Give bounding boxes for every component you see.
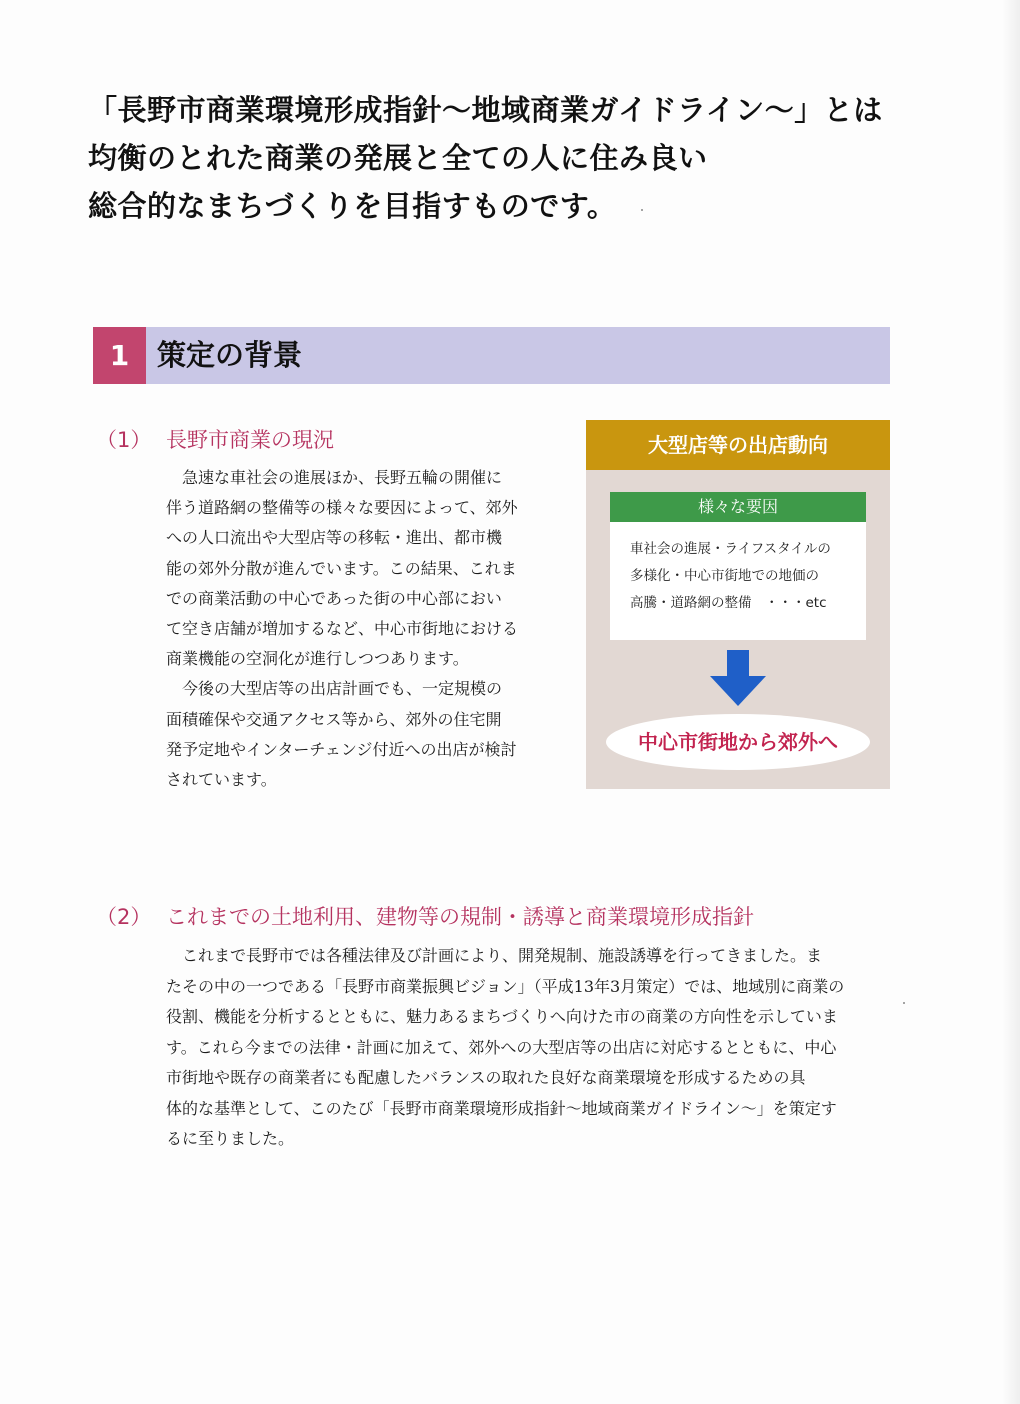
paragraph-line: て空き店舗が増加するなど、中心市街地における — [166, 619, 519, 639]
factor-line: 車社会の進展・ライフスタイルの — [630, 541, 831, 557]
subsection-heading-2 — [96, 901, 856, 929]
page-headline — [88, 86, 948, 230]
factor-line: 高騰・道路網の整備 ・・・etc — [630, 595, 827, 611]
headline-line-1: 「長野市商業環境形成指針～地域商業ガイドライン～」とは — [88, 93, 883, 127]
down-arrow-icon — [710, 650, 766, 706]
subsection-number: （1） — [96, 428, 152, 452]
paragraph-line: す。これら今までの法律・計画に加えて、郊外への大型店等の出店に対応するとともに、中心 — [166, 1037, 837, 1057]
factor-title: 様々な要因 — [610, 492, 866, 522]
headline-line-3: 総合的なまちづくりを目指すものです。 — [88, 189, 617, 223]
paragraph-line: 発予定地やインターチェンジ付近への出店が検討 — [166, 739, 517, 759]
scan-speck — [903, 1002, 905, 1004]
section-number: 1 — [93, 327, 146, 384]
headline-line-2: 均衡のとれた商業の発展と全ての人に住み良い — [88, 141, 708, 175]
section-header — [93, 327, 890, 384]
paragraph-line: これまで長野市では各種法律及び計画により、開発規制、施設誘導を行ってきました。ま — [182, 946, 823, 965]
paragraph-line: 役割、機能を分析するとともに、魅力あるまちづくりへ向けた市の商業の方向性を示していま — [166, 1007, 838, 1026]
paragraph-line: への人口流出や大型店等の移転・進出、都市機 — [166, 528, 503, 548]
paragraph-line: 体的な基準として、このたび「長野市商業環境形成指針～地域商業ガイドライン～」を策定す — [166, 1098, 837, 1118]
subsection-heading-1 — [96, 424, 516, 452]
store-trend-infobox — [586, 420, 890, 789]
scan-speck — [641, 209, 643, 211]
paragraph-line: での商業活動の中心であった街の中心部におい — [166, 588, 502, 608]
subsection-1-body — [166, 463, 556, 795]
factor-list — [630, 536, 860, 617]
factor-box — [610, 492, 866, 640]
paragraph-line: たその中の一つである「長野市商業振興ビジョン」（平成13年3月策定）では、地域別に商業の — [166, 976, 845, 996]
paragraph-line: るに至りました。 — [166, 1129, 295, 1148]
paragraph-line: 能の郊外分散が進んでいます。この結果、これま — [166, 558, 517, 578]
paragraph-line: 今後の大型店等の出店計画でも、一定規模の — [182, 679, 503, 699]
subsection-number: （2） — [96, 905, 152, 929]
paragraph-line: 商業機能の空洞化が進行しつつあります。 — [166, 649, 469, 669]
paragraph-line: 急速な車社会の進展ほか、長野五輪の開催に — [182, 468, 503, 487]
infobox-title: 大型店等の出店動向 — [586, 420, 890, 470]
section-title: 策定の背景 — [157, 338, 303, 372]
subsection-title: これまでの土地利用、建物等の規制・誘導と商業環境形成指針 — [166, 905, 754, 929]
result-label: 中心市街地から郊外へ — [606, 714, 870, 770]
paragraph-line: 市街地や既存の商業者にも配慮したバランスの取れた良好な商業環境を形成するための具 — [166, 1068, 806, 1087]
factor-line: 多様化・中心市街地での地価の — [630, 568, 819, 584]
subsection-2-body — [166, 941, 896, 1155]
page-edge-shadow — [1002, 0, 1020, 1404]
subsection-title: 長野市商業の現況 — [166, 428, 334, 452]
paragraph-line: 伴う道路網の整備等の様々な要因によって、郊外 — [166, 498, 518, 518]
paragraph-line: されています。 — [166, 770, 277, 790]
paragraph-line: 面積確保や交通アクセス等から、郊外の住宅開 — [166, 709, 502, 729]
